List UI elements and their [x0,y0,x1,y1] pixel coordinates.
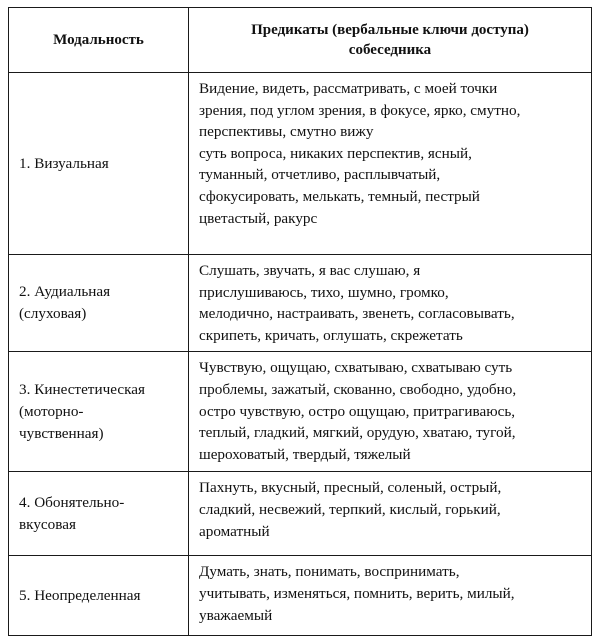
predicate-line: скрипеть, кричать, оглушать, скрежетать [199,326,463,344]
predicate-line: уважаемый [199,606,273,624]
modality-cell [9,556,189,636]
header-predicates-line: собеседника [348,42,432,58]
predicates-cell [189,472,592,556]
predicate-line: прислушиваюсь, тихо, шумно, громко, [199,283,449,301]
header-predicates-line: Предикаты (вербальные ключи доступа) [251,22,529,38]
predicate-line: зрения, под углом зрения, в фокусе, ярко, смутно, [199,101,521,119]
predicate-line: сладкий, несвежий, терпкий, кислый, горький, [199,500,501,518]
predicate-line: мелодично, настраивать, звенеть, согласовывать, [199,305,515,323]
modality-label: (моторно- [19,402,84,420]
table-row [9,73,592,255]
predicates-table [8,7,592,636]
predicate-line: сфокусировать, мелькать, темный, пестрый [199,187,480,205]
predicate-line: перспективы, смутно вижу [199,123,374,141]
modality-label: 3. Кинестетическая [19,380,145,398]
table-row [9,255,592,352]
modality-cell [9,352,189,472]
predicate-line: остро чувствую, остро ощущаю, притрагиваюсь, [199,402,516,420]
header-predicates [189,8,592,73]
predicate-line: Слушать, звучать, я вас слушаю, я [199,262,421,279]
predicates-cell [189,352,592,472]
predicate-line: проблемы, зажатый, скованно, свободно, удобно, [199,380,517,398]
predicate-line: Чувствую, ощущаю, схватываю, схватываю суть [199,359,513,377]
predicate-line: учитывать, изменяться, помнить, верить, милый, [199,584,515,602]
modality-label: вкусовая [19,515,76,533]
modality-cell [9,472,189,556]
header-modality-label: Модальность [53,32,144,48]
modality-label: 5. Неопределенная [19,586,141,604]
modality-label: (слуховая) [19,305,87,323]
predicate-line: теплый, гладкий, мягкий, орудую, хватаю, тугой, [199,424,516,442]
modality-label: чувственная) [19,424,104,442]
predicate-line: Видение, видеть, рассматривать, с моей точки [199,80,498,97]
table-row [9,472,592,556]
predicate-line: туманный, отчетливо, расплывчатый, [199,166,441,184]
predicate-line: шероховатый, твердый, тяжелый [199,445,411,463]
table-header-row [9,8,592,73]
table-row [9,352,592,472]
predicates-cell [189,556,592,636]
predicate-line: цветастый, ракурс [199,209,318,227]
predicate-line: ароматный [199,522,270,540]
predicate-line: Думать, знать, понимать, воспринимать, [199,563,460,581]
predicates-cell [189,73,592,255]
predicate-line: суть вопроса, никаких перспектив, ясный, [199,144,472,162]
table-row [9,556,592,636]
modality-label: 1. Визуальная [19,154,109,172]
predicates-cell [189,255,592,352]
modality-label: 4. Обонятельно- [19,493,125,511]
modality-cell [9,255,189,352]
predicate-line: Пахнуть, вкусный, пресный, соленый, острый, [199,479,502,497]
header-modality [9,8,189,73]
modality-cell [9,73,189,255]
modality-label: 2. Аудиальная [19,283,111,301]
